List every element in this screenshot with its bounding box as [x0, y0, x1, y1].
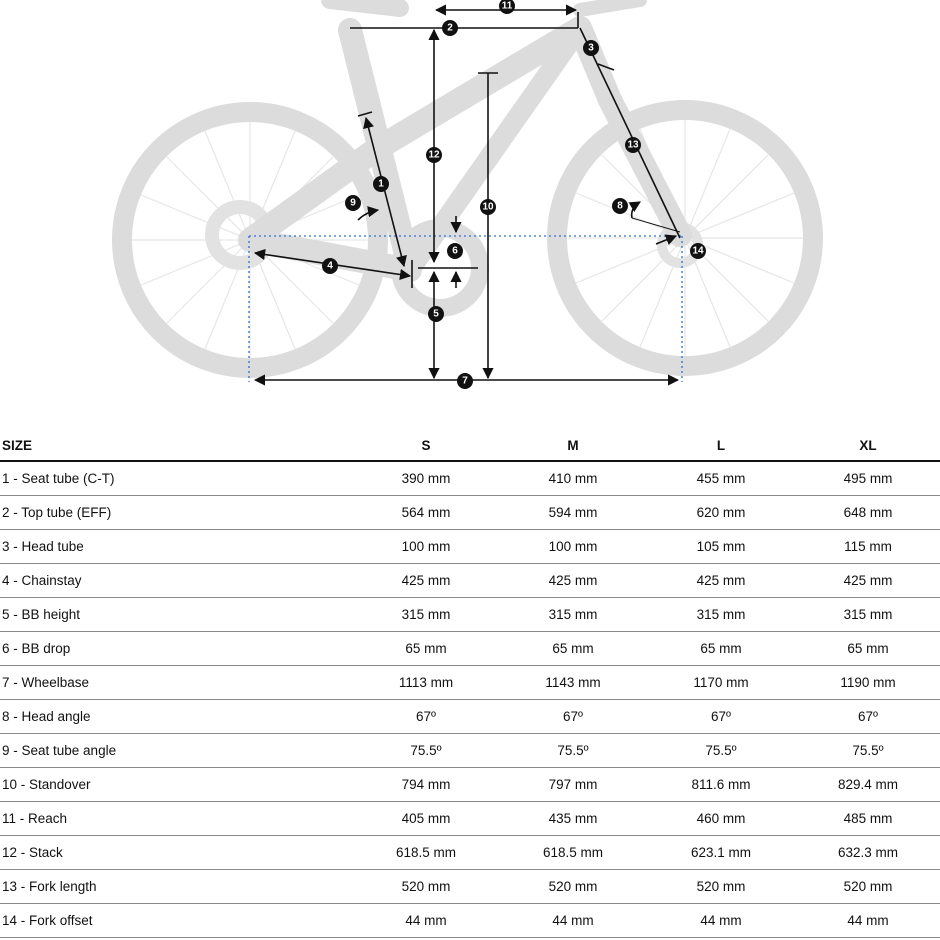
- row-label: 6 - BB drop: [0, 632, 352, 666]
- header-xl: XL: [796, 430, 940, 461]
- row-value: 1170 mm: [646, 666, 796, 700]
- table-row: [0, 666, 940, 700]
- row-value: 520 mm: [500, 870, 646, 904]
- row-value: 829.4 mm: [796, 768, 940, 802]
- row-value: 425 mm: [796, 564, 940, 598]
- table-row: [0, 564, 940, 598]
- header-l: L: [646, 430, 796, 461]
- table-row: [0, 734, 940, 768]
- row-value: 435 mm: [500, 802, 646, 836]
- row-value: 75.5º: [352, 734, 500, 768]
- row-value: 65 mm: [500, 632, 646, 666]
- row-value: 315 mm: [646, 598, 796, 632]
- row-value: 67º: [646, 700, 796, 734]
- row-value: 115 mm: [796, 530, 940, 564]
- svg-text:2: 2: [447, 22, 453, 34]
- marker-5: [428, 306, 444, 322]
- row-value: 520 mm: [646, 870, 796, 904]
- row-label: 4 - Chainstay: [0, 564, 352, 598]
- row-label: 14 - Fork offset: [0, 904, 352, 938]
- marker-10: [480, 199, 496, 215]
- row-value: 425 mm: [646, 564, 796, 598]
- row-value: 44 mm: [796, 904, 940, 938]
- row-value: 67º: [500, 700, 646, 734]
- svg-text:13: 13: [627, 139, 639, 151]
- row-value: 564 mm: [352, 496, 500, 530]
- marker-4: [322, 258, 338, 274]
- table-row: [0, 530, 940, 564]
- table-body: [0, 461, 940, 938]
- row-value: 594 mm: [500, 496, 646, 530]
- row-label: 7 - Wheelbase: [0, 666, 352, 700]
- marker-3: [583, 40, 599, 56]
- row-value: 1190 mm: [796, 666, 940, 700]
- row-value: 44 mm: [352, 904, 500, 938]
- row-value: 100 mm: [352, 530, 500, 564]
- table-header-row: [0, 430, 940, 461]
- table-row: [0, 768, 940, 802]
- row-value: 75.5º: [796, 734, 940, 768]
- row-value: 67º: [796, 700, 940, 734]
- svg-text:9: 9: [350, 197, 356, 209]
- row-value: 495 mm: [796, 461, 940, 496]
- svg-text:3: 3: [588, 42, 594, 54]
- row-value: 65 mm: [646, 632, 796, 666]
- row-value: 648 mm: [796, 496, 940, 530]
- row-value: 100 mm: [500, 530, 646, 564]
- row-label: 9 - Seat tube angle: [0, 734, 352, 768]
- svg-text:11: 11: [501, 0, 513, 12]
- marker-2: [442, 20, 458, 36]
- marker-9: [345, 195, 361, 211]
- svg-text:1: 1: [378, 178, 384, 190]
- row-value: 315 mm: [352, 598, 500, 632]
- row-label: 3 - Head tube: [0, 530, 352, 564]
- row-label: 5 - BB height: [0, 598, 352, 632]
- marker-12: [426, 147, 442, 163]
- row-value: 65 mm: [352, 632, 500, 666]
- row-value: 44 mm: [646, 904, 796, 938]
- row-value: 460 mm: [646, 802, 796, 836]
- svg-text:8: 8: [617, 200, 623, 212]
- row-value: 67º: [352, 700, 500, 734]
- table-row: [0, 836, 940, 870]
- header-s: S: [352, 430, 500, 461]
- row-label: 1 - Seat tube (C-T): [0, 461, 352, 496]
- table-row: [0, 496, 940, 530]
- row-label: 11 - Reach: [0, 802, 352, 836]
- svg-text:6: 6: [452, 245, 458, 257]
- row-value: 618.5 mm: [352, 836, 500, 870]
- row-value: 105 mm: [646, 530, 796, 564]
- row-value: 797 mm: [500, 768, 646, 802]
- row-value: 315 mm: [796, 598, 940, 632]
- marker-7: [457, 373, 473, 389]
- row-value: 618.5 mm: [500, 836, 646, 870]
- row-value: 1113 mm: [352, 666, 500, 700]
- table-row: [0, 461, 940, 496]
- row-value: 794 mm: [352, 768, 500, 802]
- svg-text:14: 14: [692, 245, 704, 257]
- row-value: 520 mm: [796, 870, 940, 904]
- row-value: 425 mm: [500, 564, 646, 598]
- row-value: 410 mm: [500, 461, 646, 496]
- svg-text:5: 5: [433, 308, 439, 320]
- table-row: [0, 802, 940, 836]
- row-label: 8 - Head angle: [0, 700, 352, 734]
- table-row: [0, 632, 940, 666]
- row-value: 623.1 mm: [646, 836, 796, 870]
- row-value: 620 mm: [646, 496, 796, 530]
- row-label: 10 - Standover: [0, 768, 352, 802]
- row-value: 315 mm: [500, 598, 646, 632]
- row-value: 75.5º: [500, 734, 646, 768]
- table-row: [0, 598, 940, 632]
- svg-text:10: 10: [482, 201, 494, 213]
- svg-text:4: 4: [327, 260, 333, 272]
- row-value: 520 mm: [352, 870, 500, 904]
- svg-text:7: 7: [462, 375, 468, 387]
- svg-text:12: 12: [428, 149, 440, 161]
- row-value: 425 mm: [352, 564, 500, 598]
- marker-11: [499, 0, 515, 14]
- bike-silhouette: [122, 0, 813, 368]
- row-value: 485 mm: [796, 802, 940, 836]
- row-label: 12 - Stack: [0, 836, 352, 870]
- table-row: [0, 870, 940, 904]
- marker-13: [625, 137, 641, 153]
- table-row: [0, 904, 940, 938]
- row-value: 455 mm: [646, 461, 796, 496]
- row-value: 390 mm: [352, 461, 500, 496]
- header-size: SIZE: [0, 430, 352, 461]
- header-m: M: [500, 430, 646, 461]
- row-label: 13 - Fork length: [0, 870, 352, 904]
- row-label: 2 - Top tube (EFF): [0, 496, 352, 530]
- row-value: 405 mm: [352, 802, 500, 836]
- row-value: 1143 mm: [500, 666, 646, 700]
- marker-6: [447, 243, 463, 259]
- row-value: 632.3 mm: [796, 836, 940, 870]
- row-value: 811.6 mm: [646, 768, 796, 802]
- row-value: 65 mm: [796, 632, 940, 666]
- bike-geometry-diagram: [0, 0, 940, 410]
- marker-8: [612, 198, 628, 214]
- table-row: [0, 700, 940, 734]
- marker-1: [373, 176, 389, 192]
- row-value: 44 mm: [500, 904, 646, 938]
- marker-14: [690, 243, 706, 259]
- geometry-table: [0, 430, 940, 938]
- row-value: 75.5º: [646, 734, 796, 768]
